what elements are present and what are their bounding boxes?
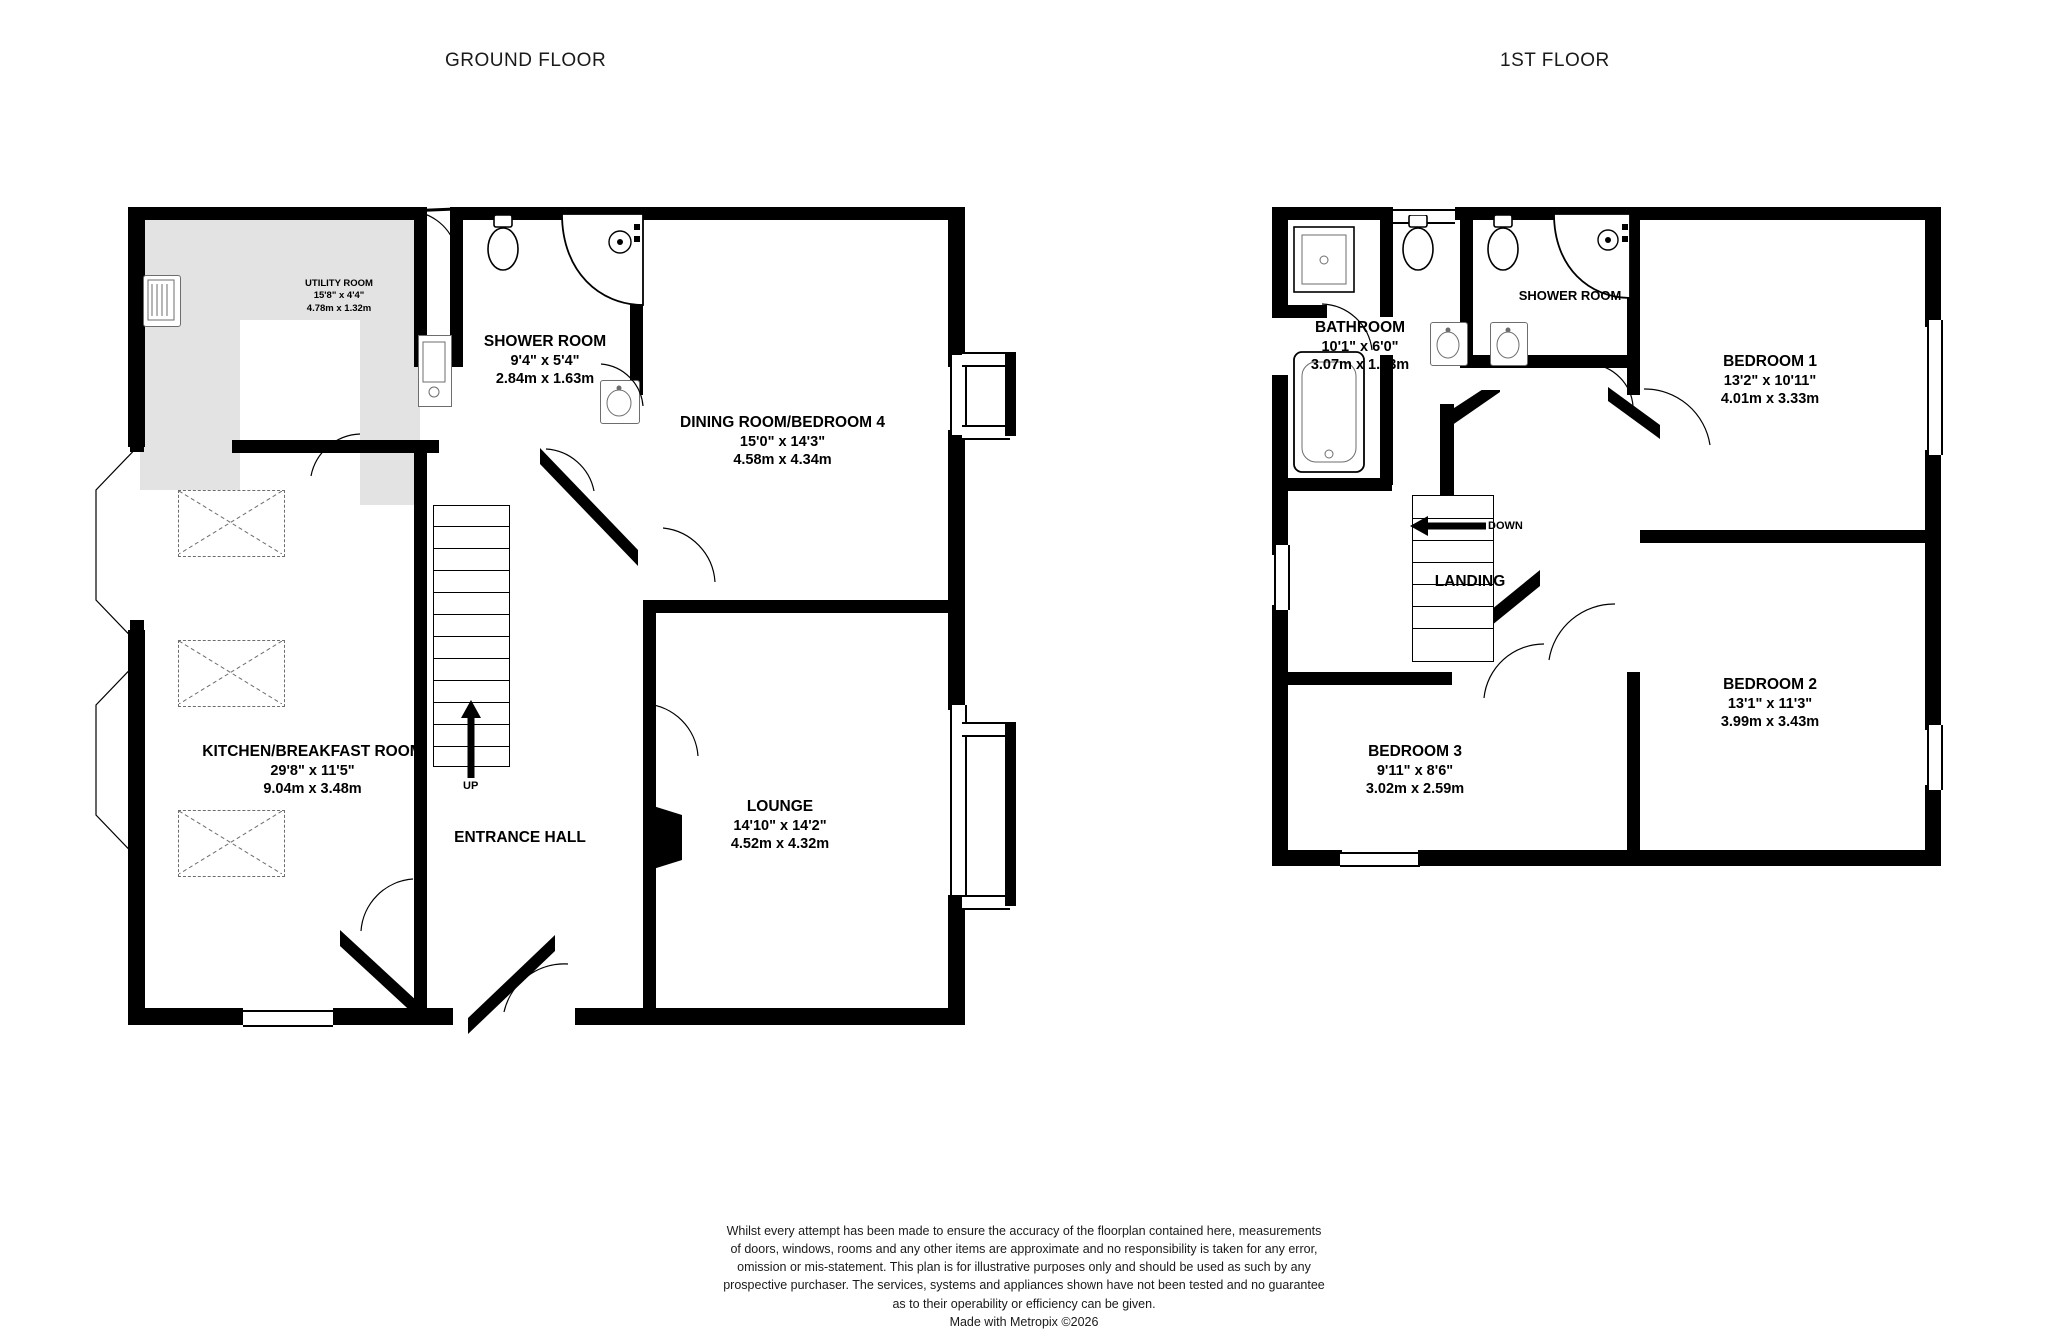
ff-wall-bottom-b bbox=[1418, 850, 1618, 866]
down-arrow-first bbox=[1408, 515, 1488, 537]
room-label-shower-ground: SHOWER ROOM 9'4" x 5'4" 2.84m x 1.63m bbox=[483, 333, 607, 388]
disclaimer-line-2: of doors, windows, rooms and any other items are approximate and no responsibility is taken for any error, bbox=[730, 1242, 1318, 1257]
ff-door-bedroom2 bbox=[1545, 600, 1620, 665]
ff-wall-right-b bbox=[1925, 450, 1941, 730]
room-label-bedroom3: BEDROOM 3 9'11" x 8'6" 3.02m x 2.59m bbox=[1365, 743, 1465, 798]
exterior-wall-right-d bbox=[948, 895, 965, 1025]
ff-window-bottom-left bbox=[1340, 852, 1420, 867]
made-with-label: Made with Metropix ©2026 bbox=[949, 1314, 1099, 1329]
wc-icon-first-b bbox=[1480, 215, 1526, 282]
ff-wall-left-b bbox=[1272, 375, 1288, 555]
disclaimer bbox=[0, 1222, 2048, 1331]
disclaimer-line-5: as to their operability or efficiency can be given. bbox=[892, 1296, 1156, 1311]
wall-kitchen-top-stub bbox=[414, 440, 439, 453]
room-label-shower-first: SHOWER ROOM bbox=[1518, 288, 1622, 303]
door-hall-upper bbox=[540, 445, 600, 500]
first-floor-title: 1ST FLOOR bbox=[1500, 50, 1610, 71]
exterior-wall-left-upper bbox=[128, 207, 145, 447]
wc-icon-ground bbox=[480, 215, 526, 282]
ff-wall-bed2-left bbox=[1627, 672, 1640, 852]
wc-icon-first-a bbox=[1395, 215, 1441, 282]
ff-window-right-bottom bbox=[1927, 725, 1943, 790]
wall-dining-bottom bbox=[643, 600, 953, 613]
shower-cubicle-icon-ground bbox=[560, 212, 645, 312]
up-label-ground: UP bbox=[463, 780, 479, 792]
disclaimer-line-4: prospective purchaser. The services, systems and appliances shown have not been tested and no guarantee bbox=[723, 1278, 1325, 1293]
room-label-dining: DINING ROOM/BEDROOM 4 15'0" x 14'3" 4.58m x 4.34m bbox=[680, 414, 885, 469]
exterior-wall-right-c bbox=[948, 530, 965, 710]
bay-wall-lounge bbox=[1005, 722, 1016, 906]
window-bay-lounge-bottom bbox=[962, 895, 1010, 910]
door-kitchen bbox=[305, 430, 365, 485]
ground-floor-title: GROUND FLOOR bbox=[445, 50, 607, 71]
door-front-entrance bbox=[500, 960, 575, 1020]
room-label-landing: LANDING bbox=[1434, 573, 1506, 590]
kitchen-unit-2 bbox=[178, 640, 285, 707]
basin-icon-first-b bbox=[1490, 322, 1528, 366]
bay-wall-dining bbox=[1005, 352, 1016, 436]
ff-window-right-top bbox=[1927, 320, 1943, 455]
kitchen-unit-3 bbox=[178, 810, 285, 877]
room-label-lounge: LOUNGE 14'10" x 14'2" 4.52m x 4.32m bbox=[730, 798, 830, 853]
ff-wall-bath-right-upper bbox=[1380, 207, 1393, 317]
exterior-canopy-lines bbox=[92, 430, 152, 910]
disclaimer-line-1: Whilst every attempt has been made to ensure the accuracy of the floorplan contained here, measurements bbox=[726, 1224, 1322, 1238]
exterior-wall-right-a bbox=[948, 207, 965, 367]
ff-door-bedroom3 bbox=[1480, 640, 1550, 702]
exterior-wall-bottom-left bbox=[128, 1008, 243, 1025]
ff-wall-left-c bbox=[1272, 605, 1288, 865]
ff-wall-bottom-a bbox=[1272, 850, 1342, 866]
door-hall-left bbox=[355, 875, 420, 935]
room-label-entrance-hall: ENTRANCE HALL bbox=[454, 829, 586, 846]
window-bay-lounge-top bbox=[962, 722, 1010, 737]
window-bottom-kitchen bbox=[243, 1010, 333, 1027]
kitchen-unit-1 bbox=[178, 490, 285, 557]
down-label-first: DOWN bbox=[1488, 520, 1523, 532]
ff-wall-left-a bbox=[1272, 207, 1288, 317]
room-label-bathroom: BATHROOM 10'1" x 6'0" 3.07m x 1.83m bbox=[1310, 319, 1410, 374]
utility-sink-icon bbox=[143, 275, 181, 327]
window-bay-dining-bottom bbox=[962, 425, 1010, 440]
ff-wall-top-a bbox=[1272, 207, 1387, 220]
room-label-bedroom2: BEDROOM 2 13'1" x 11'3" 3.99m x 3.43m bbox=[1720, 676, 1820, 731]
ff-wall-right-a bbox=[1925, 207, 1941, 327]
ff-wall-bottom-c bbox=[1618, 850, 1940, 866]
door-lounge bbox=[640, 700, 705, 760]
shower-tray-icon-first bbox=[1292, 225, 1357, 300]
exterior-wall-top-right bbox=[455, 207, 965, 220]
kitchen-floor-shade-left bbox=[140, 215, 240, 490]
room-label-utility: UTILITY ROOM 15'8" x 4'4" 4.78m x 1.32m bbox=[305, 278, 373, 314]
room-label-bedroom1: BEDROOM 1 13'2" x 10'11" 4.01m x 3.33m bbox=[1720, 353, 1820, 408]
door-utility-top bbox=[405, 205, 465, 250]
room-label-kitchen: KITCHEN/BREAKFAST ROOM 29'8" x 11'5" 9.04m x 3.48m bbox=[202, 743, 423, 798]
window-bay-dining-top bbox=[962, 352, 1010, 367]
ff-wall-top-b bbox=[1455, 207, 1940, 220]
ff-window-left bbox=[1274, 545, 1290, 610]
exterior-wall-top-left bbox=[128, 207, 418, 220]
ff-wall-bed3-top bbox=[1272, 672, 1452, 685]
door-dining bbox=[655, 520, 725, 585]
ff-door-shower bbox=[1585, 360, 1640, 410]
disclaimer-line-3: omission or mis-statement. This plan is for illustrative purposes only and should be used as such by any bbox=[737, 1260, 1311, 1275]
ff-wall-right-c bbox=[1925, 785, 1941, 866]
